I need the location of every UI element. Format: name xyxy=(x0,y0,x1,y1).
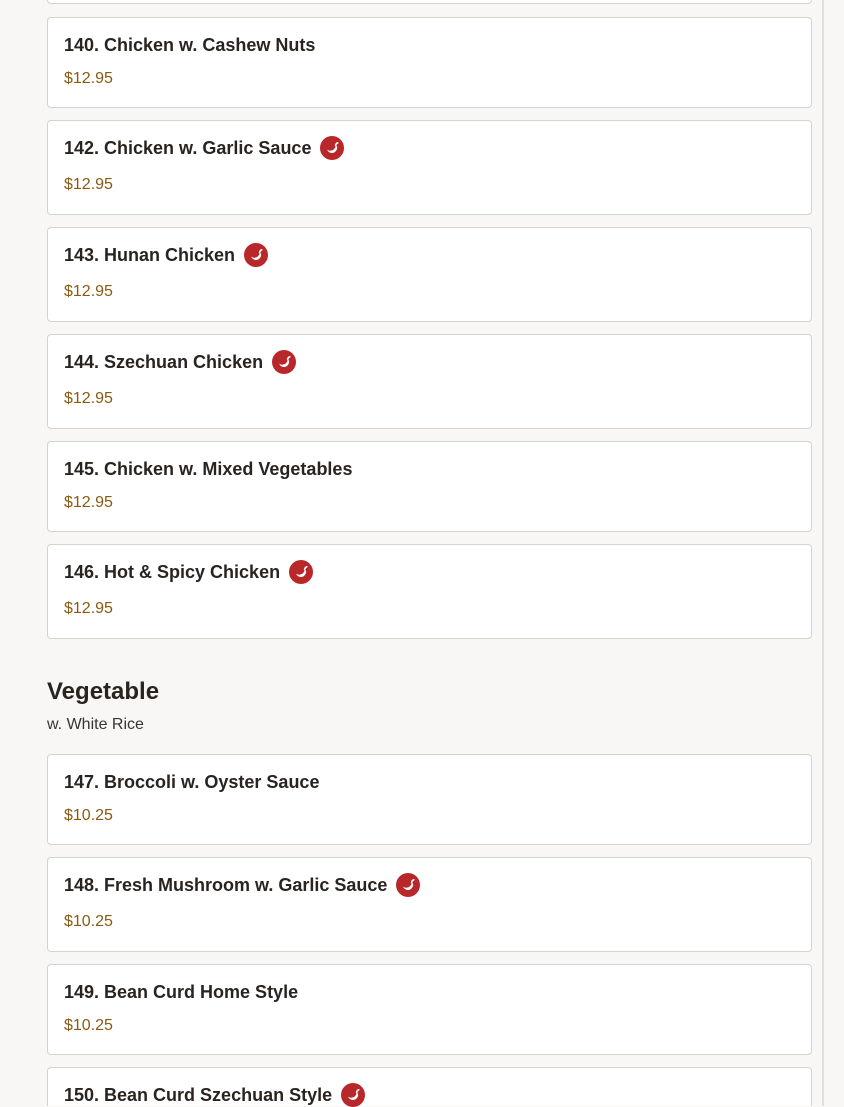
menu-item-card-partial[interactable] xyxy=(47,0,812,4)
menu-item-name: 140. Chicken w. Cashew Nuts xyxy=(64,34,316,55)
menu-item-price: $10.25 xyxy=(64,1017,113,1034)
section-title: Vegetable xyxy=(47,678,160,705)
chili-pepper-icon xyxy=(244,243,268,267)
menu-item-card[interactable] xyxy=(47,441,812,532)
menu-item-card[interactable] xyxy=(47,17,812,108)
chili-pepper-icon xyxy=(320,136,344,160)
menu-item-card[interactable] xyxy=(47,227,812,322)
menu-item-name: 147. Broccoli w. Oyster Sauce xyxy=(64,771,320,792)
menu-item-price: $12.95 xyxy=(64,176,113,193)
menu-item-card[interactable] xyxy=(47,1067,812,1106)
menu-item-name: 150. Bean Curd Szechuan Style xyxy=(64,1084,333,1105)
menu-item-card[interactable] xyxy=(47,120,812,215)
menu-item-price: $12.95 xyxy=(64,390,113,407)
menu-item-card[interactable] xyxy=(47,754,812,845)
menu-item-name: 142. Chicken w. Garlic Sauce xyxy=(64,137,312,158)
menu-item-name: 148. Fresh Mushroom w. Garlic Sauce xyxy=(64,874,388,895)
chili-pepper-icon xyxy=(341,1083,365,1107)
page-right-rule xyxy=(822,0,824,1106)
menu-item-price: $10.25 xyxy=(64,913,113,930)
menu-item-price: $12.95 xyxy=(64,283,113,300)
section-subtitle: w. White Rice xyxy=(47,716,144,733)
menu-item-name: 146. Hot & Spicy Chicken xyxy=(64,561,281,582)
menu-item-name: 149. Bean Curd Home Style xyxy=(64,981,299,1002)
menu-item-card[interactable] xyxy=(47,857,812,952)
menu-item-card[interactable] xyxy=(47,964,812,1055)
menu-item-price: $10.25 xyxy=(64,807,113,824)
menu-item-name: 144. Szechuan Chicken xyxy=(64,351,264,372)
menu-item-price: $12.95 xyxy=(64,600,113,617)
menu-item-name: 143. Hunan Chicken xyxy=(64,244,236,265)
chili-pepper-icon xyxy=(272,350,296,374)
chili-pepper-icon xyxy=(289,560,313,584)
chili-pepper-icon xyxy=(396,873,420,897)
menu-item-name: 145. Chicken w. Mixed Vegetables xyxy=(64,458,353,479)
menu-item-price: $12.95 xyxy=(64,494,113,511)
menu-item-card[interactable] xyxy=(47,334,812,429)
menu-item-price: $12.95 xyxy=(64,70,113,87)
menu-item-card[interactable] xyxy=(47,544,812,639)
